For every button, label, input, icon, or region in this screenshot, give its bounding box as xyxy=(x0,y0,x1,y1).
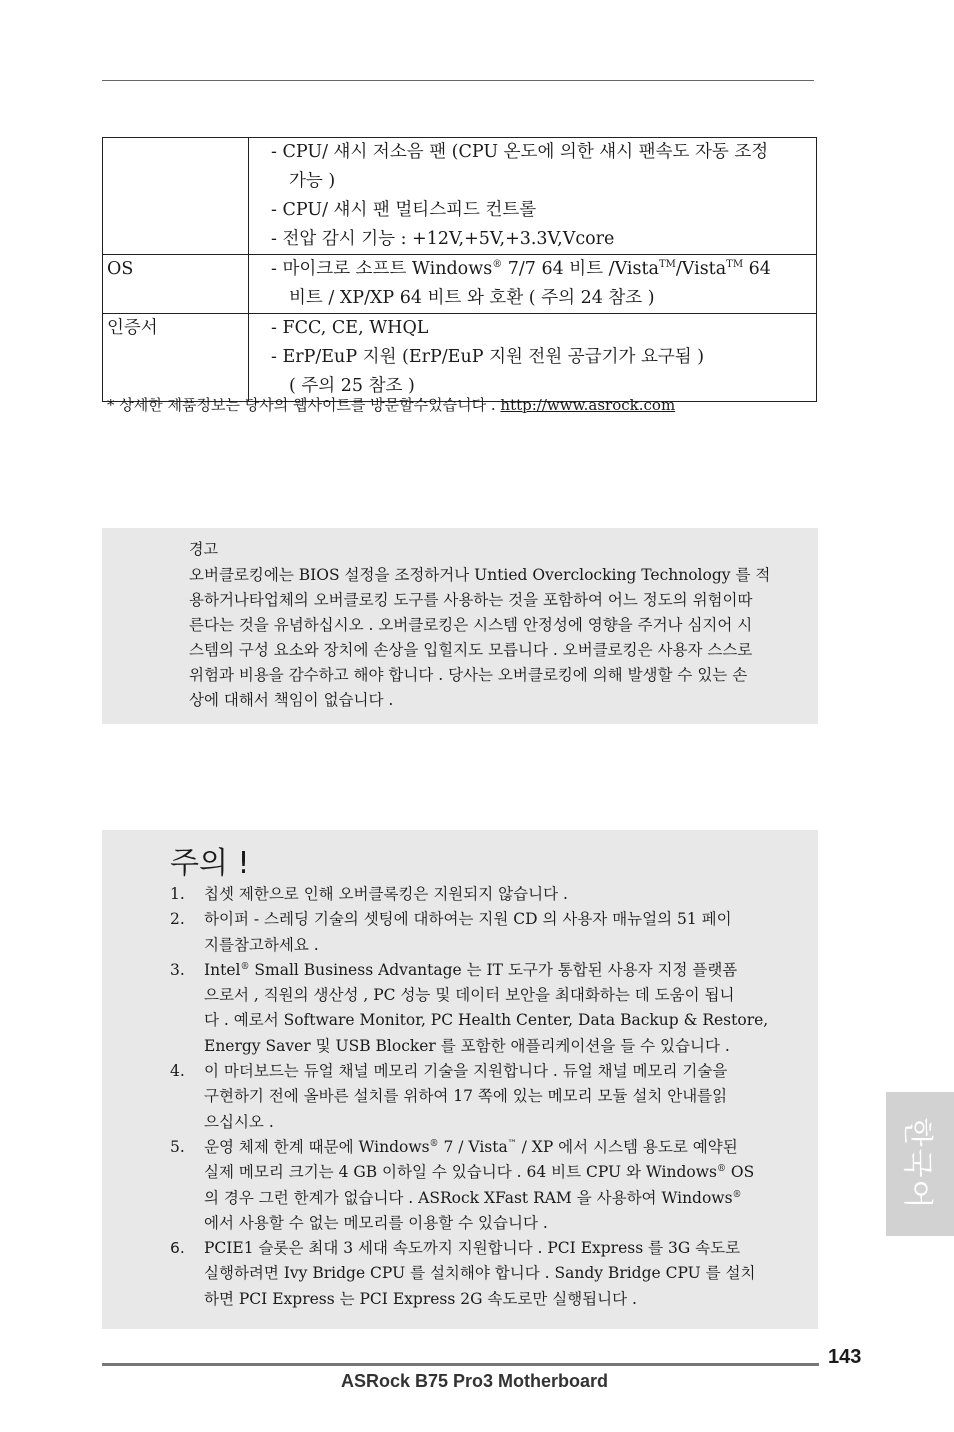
note-item xyxy=(160,882,800,907)
note-line: Energy Saver 및 USB Blocker 를 포함한 애플리케이션을 들 수 있습니다 . xyxy=(204,1036,730,1055)
warning-line: 용하거나타업체의 오버클로킹 도구를 사용하는 것을 포함하여 어느 정도의 위험이따 xyxy=(189,591,753,609)
note-number: 3. xyxy=(170,960,185,979)
note-line: 칩셋 제한으로 인해 오버클록킹은 지원되지 않습니다 . xyxy=(204,885,568,903)
top-rule xyxy=(102,80,814,81)
warning-line: 상에 대해서 책임이 없습니다 . xyxy=(189,691,394,709)
note-number: 4. xyxy=(170,1062,185,1081)
spec-label: OS xyxy=(103,255,249,314)
note-line: 으로서 , 직원의 생산성 , PC 성능 및 데이터 보안을 최대화하는 데 도움이 됩니 xyxy=(204,986,735,1005)
note-item xyxy=(160,1236,800,1312)
spec-line: - CPU/ 섀시 저소음 팬 (CPU 온도에 의한 섀시 팬속도 자동 조정 xyxy=(271,142,769,162)
note-number: 1. xyxy=(170,885,185,903)
warning-body xyxy=(189,563,817,713)
spec-line: - 마이크로 소프트 Windows® 7/7 64 비트 /Vista™/Vista™ 64 xyxy=(271,259,771,279)
spec-label: 인증서 xyxy=(103,314,249,402)
note-item xyxy=(160,907,800,958)
spec-line: - ErP/EuP 지원 (ErP/EuP 지원 전원 공급기가 요구됨 ) xyxy=(271,347,705,367)
notes-list xyxy=(160,882,800,1312)
spec-line: ( 주의 25 참조 ) xyxy=(289,376,415,396)
bottom-rule xyxy=(102,1363,819,1366)
note-line: 의 경우 그런 한계가 없습니다 . ASRock XFast RAM 을 사용하여 Windows® xyxy=(204,1188,742,1207)
note-line: 으십시오 . xyxy=(204,1112,274,1131)
spec-value xyxy=(249,138,817,255)
spec-line: - 전압 감시 기능 : +12V,+5V,+3.3V,Vcore xyxy=(271,229,615,249)
note-number: 5. xyxy=(170,1137,185,1156)
note-line: 이 마더보드는 듀얼 채널 메모리 기술을 지원합니다 . 듀얼 채널 메모리 기술을 xyxy=(204,1062,728,1081)
spec-row xyxy=(103,255,817,314)
spec-value xyxy=(249,314,817,402)
note-line: 실제 메모리 크기는 4 GB 이하일 수 있습니다 . 64 비트 CPU 와 Windows® OS xyxy=(204,1163,755,1182)
warning-line: 위험과 비용을 감수하고 해야 합니다 . 당사는 오버클로킹에 의해 발생할 수 있는 손 xyxy=(189,666,748,684)
note-line: 구현하기 전에 올바른 설치를 위하여 17 쪽에 있는 메모리 모듈 설치 안내를읽 xyxy=(204,1087,728,1106)
product-name: ASRock B75 Pro3 Motherboard xyxy=(340,1371,609,1391)
note-line: 에서 사용할 수 없는 메모리를 이용할 수 있습니다 . xyxy=(204,1213,548,1232)
spec-table xyxy=(102,137,817,402)
note-item xyxy=(160,1135,800,1236)
warning-title: 경고 xyxy=(189,540,218,558)
note-line: 운영 체제 한계 때문에 Windows® 7 / Vista™ / XP 에서 시스템 용도로 예약된 xyxy=(204,1137,738,1156)
note-line: 다 . 예로서 Software Monitor, PC Health Center, Data Backup & Restore, xyxy=(204,1011,769,1030)
note-number: 2. xyxy=(170,910,185,929)
note-line: PCIE1 슬롯은 최대 3 세대 속도까지 지원합니다 . PCI Express 를 3G 속도로 xyxy=(204,1239,741,1258)
note-number: 6. xyxy=(170,1239,185,1258)
note-item xyxy=(160,1059,800,1135)
note-line: 하이퍼 - 스레딩 기술의 셋팅에 대하여는 지원 CD 의 사용자 매뉴얼의 51 페이 xyxy=(204,910,732,929)
website-link[interactable]: http://www.asrock.com xyxy=(500,396,676,414)
note-line: Intel® Small Business Advantage 는 IT 도구가 통합된 사용자 지정 플랫폼 xyxy=(204,960,738,979)
spec-value xyxy=(249,255,817,314)
note-item xyxy=(160,958,800,1059)
note-line: 하면 PCI Express 는 PCI Express 2G 속도로만 실행됩니다 . xyxy=(204,1289,637,1308)
page-number: 143 xyxy=(828,1346,862,1368)
spec-line: 가능 ) xyxy=(289,171,336,191)
spec-line: - FCC, CE, WHQL xyxy=(271,318,429,338)
footnote-text: * 상세한 제품정보는 당사의 웹사이트를 방문할수있습니다 . xyxy=(107,396,501,414)
spec-row xyxy=(103,314,817,402)
spec-line: 비트 / XP/XP 64 비트 와 호환 ( 주의 24 참조 ) xyxy=(289,288,655,308)
language-tab-label: 한국어 xyxy=(899,1117,935,1211)
warning-line: 스템의 구성 요소와 장치에 손상을 입힐지도 모릅니다 . 오버클로킹은 사용자 스스로 xyxy=(189,641,753,659)
note-line: 실행하려면 Ivy Bridge CPU 를 설치해야 합니다 . Sandy Bridge CPU 를 설치 xyxy=(204,1264,756,1283)
note-line: 지를참고하세요 . xyxy=(204,935,319,954)
spec-label xyxy=(103,138,249,255)
language-tab xyxy=(886,1092,954,1236)
spec-row xyxy=(103,138,817,255)
notes-title: 주의 ! xyxy=(170,846,250,881)
website-footnote xyxy=(107,394,675,415)
warning-line: 오버클로킹에는 BIOS 설정을 조정하거나 Untied Overclocking Technology 를 적 xyxy=(189,566,771,584)
warning-line: 른다는 것을 유념하십시오 . 오버클로킹은 시스템 안정성에 영향을 주거나 심지어 시 xyxy=(189,616,753,634)
spec-line: - CPU/ 섀시 팬 멀티스피드 컨트롤 xyxy=(271,200,537,220)
